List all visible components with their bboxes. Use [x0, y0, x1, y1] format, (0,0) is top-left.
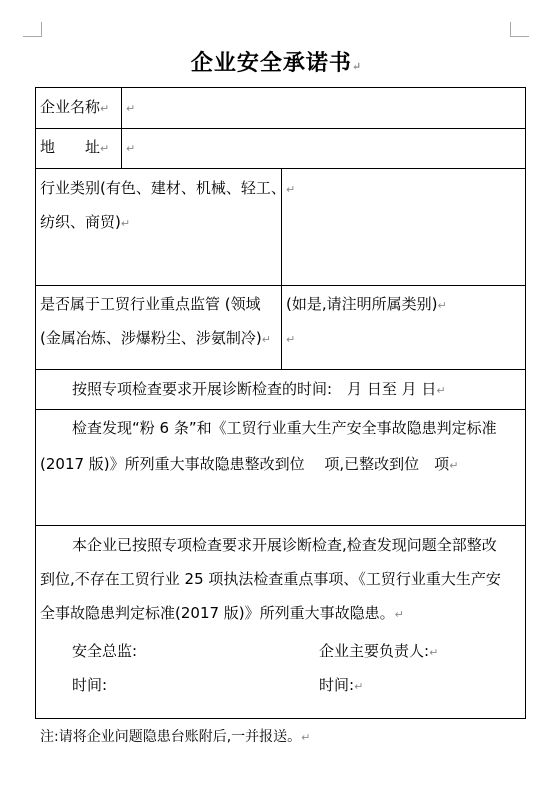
address-field[interactable]: [126, 131, 135, 165]
safety-director-label-text: 安全总监:: [72, 642, 138, 660]
row-divider: [36, 409, 525, 410]
footer-note-text: 注:请将企业问题隐患台账附后,一并报送。: [40, 729, 302, 745]
crop-mark-top-left: [23, 22, 42, 37]
supervision-label-line2: [40, 322, 271, 356]
time-label-right-text: 时间:: [319, 676, 355, 694]
commitment-form-table: [35, 87, 526, 719]
commitment-line1-text: 本企业已按照专项检查要求开展诊断检查,检查发现问题全部整改: [72, 536, 497, 554]
company-leader-label-text: 企业主要负责人:: [319, 642, 430, 660]
supervision-label-line2-text: (金属冶炼、涉爆粉尘、涉氨制冷): [40, 329, 262, 347]
supervision-field-hint: (如是,请注明所属类别): [286, 295, 438, 313]
column-divider: [121, 88, 122, 168]
footer-note: [40, 726, 310, 746]
document-title: [0, 46, 553, 77]
safety-director-label: [72, 635, 137, 667]
supervision-label-line1-text: 是否属于工贸行业重点监管 (领域: [40, 295, 261, 313]
findings-line1-text: 检查发现“粉 6 条”和《工贸行业重大生产安全事故隐患判定标准: [72, 419, 497, 437]
company-leader-label: [319, 635, 438, 669]
supervision-field[interactable]: [286, 288, 447, 322]
paragraph-mark-icon: ↵: [120, 217, 131, 230]
paragraph-mark-icon: ↵: [437, 299, 447, 312]
industry-field[interactable]: [286, 172, 295, 206]
findings-line1: [72, 412, 497, 444]
paragraph-mark-icon: ↵: [126, 102, 136, 115]
row-divider: [36, 369, 525, 370]
paragraph-mark-icon: ↵: [100, 102, 110, 115]
commitment-line3-text: 全事故隐患判定标准(2017 版)》所列重大事故隐患。: [40, 604, 395, 622]
paragraph-mark-icon: ↵: [354, 680, 364, 693]
inspection-time-line: [72, 373, 446, 407]
address-label-text: 地 址: [40, 138, 101, 156]
document-title-text: 企业安全承诺书: [190, 50, 352, 76]
commitment-line2-text: 到位,不存在工贸行业 25 项执法检查重点事项、《工贸行业重大生产安: [40, 570, 501, 588]
commitment-line1: [72, 529, 497, 561]
time-label-left: [72, 669, 107, 701]
paragraph-mark-icon: ↵: [126, 142, 136, 155]
row-divider: [36, 128, 525, 129]
paragraph-mark-icon: ↵: [286, 333, 296, 346]
paragraph-mark-icon: ↵: [394, 608, 404, 621]
supervision-field-line2[interactable]: [286, 322, 295, 356]
crop-mark-top-right: [510, 22, 529, 37]
company-name-field[interactable]: [126, 91, 135, 125]
industry-label-line1-text: 行业类别(有色、建材、机械、轻工、: [40, 179, 286, 197]
industry-label-line2: [40, 206, 130, 240]
paragraph-mark-icon: ↵: [261, 333, 271, 346]
commitment-line3: [40, 597, 404, 631]
paragraph-mark-icon: ↵: [301, 731, 311, 744]
time-label-right: [319, 669, 363, 703]
row-divider: [36, 525, 525, 526]
paragraph-mark-icon: ↵: [351, 60, 363, 73]
industry-label-line2-text: 纺织、商贸): [40, 213, 121, 231]
time-label-left-text: 时间:: [72, 676, 108, 694]
paragraph-mark-icon: ↵: [436, 384, 446, 397]
company-name-label-text: 企业名称: [40, 98, 101, 116]
paragraph-mark-icon: ↵: [449, 459, 459, 472]
inspection-time-text: 按照专项检查要求开展诊断检查的时间: 月 日至 月 日: [72, 380, 437, 398]
industry-label-line1: [40, 172, 286, 204]
paragraph-mark-icon: ↵: [286, 183, 296, 196]
company-name-label: [40, 91, 109, 125]
paragraph-mark-icon: ↵: [429, 646, 439, 659]
commitment-line2: [40, 563, 501, 595]
paragraph-mark-icon: ↵: [100, 142, 110, 155]
findings-line2: [40, 448, 458, 482]
findings-line2-text: (2017 版)》所列重大事故隐患整改到位 项,已整改到位 项: [40, 455, 450, 473]
address-label: [40, 131, 109, 165]
supervision-label-line1: [40, 288, 261, 320]
